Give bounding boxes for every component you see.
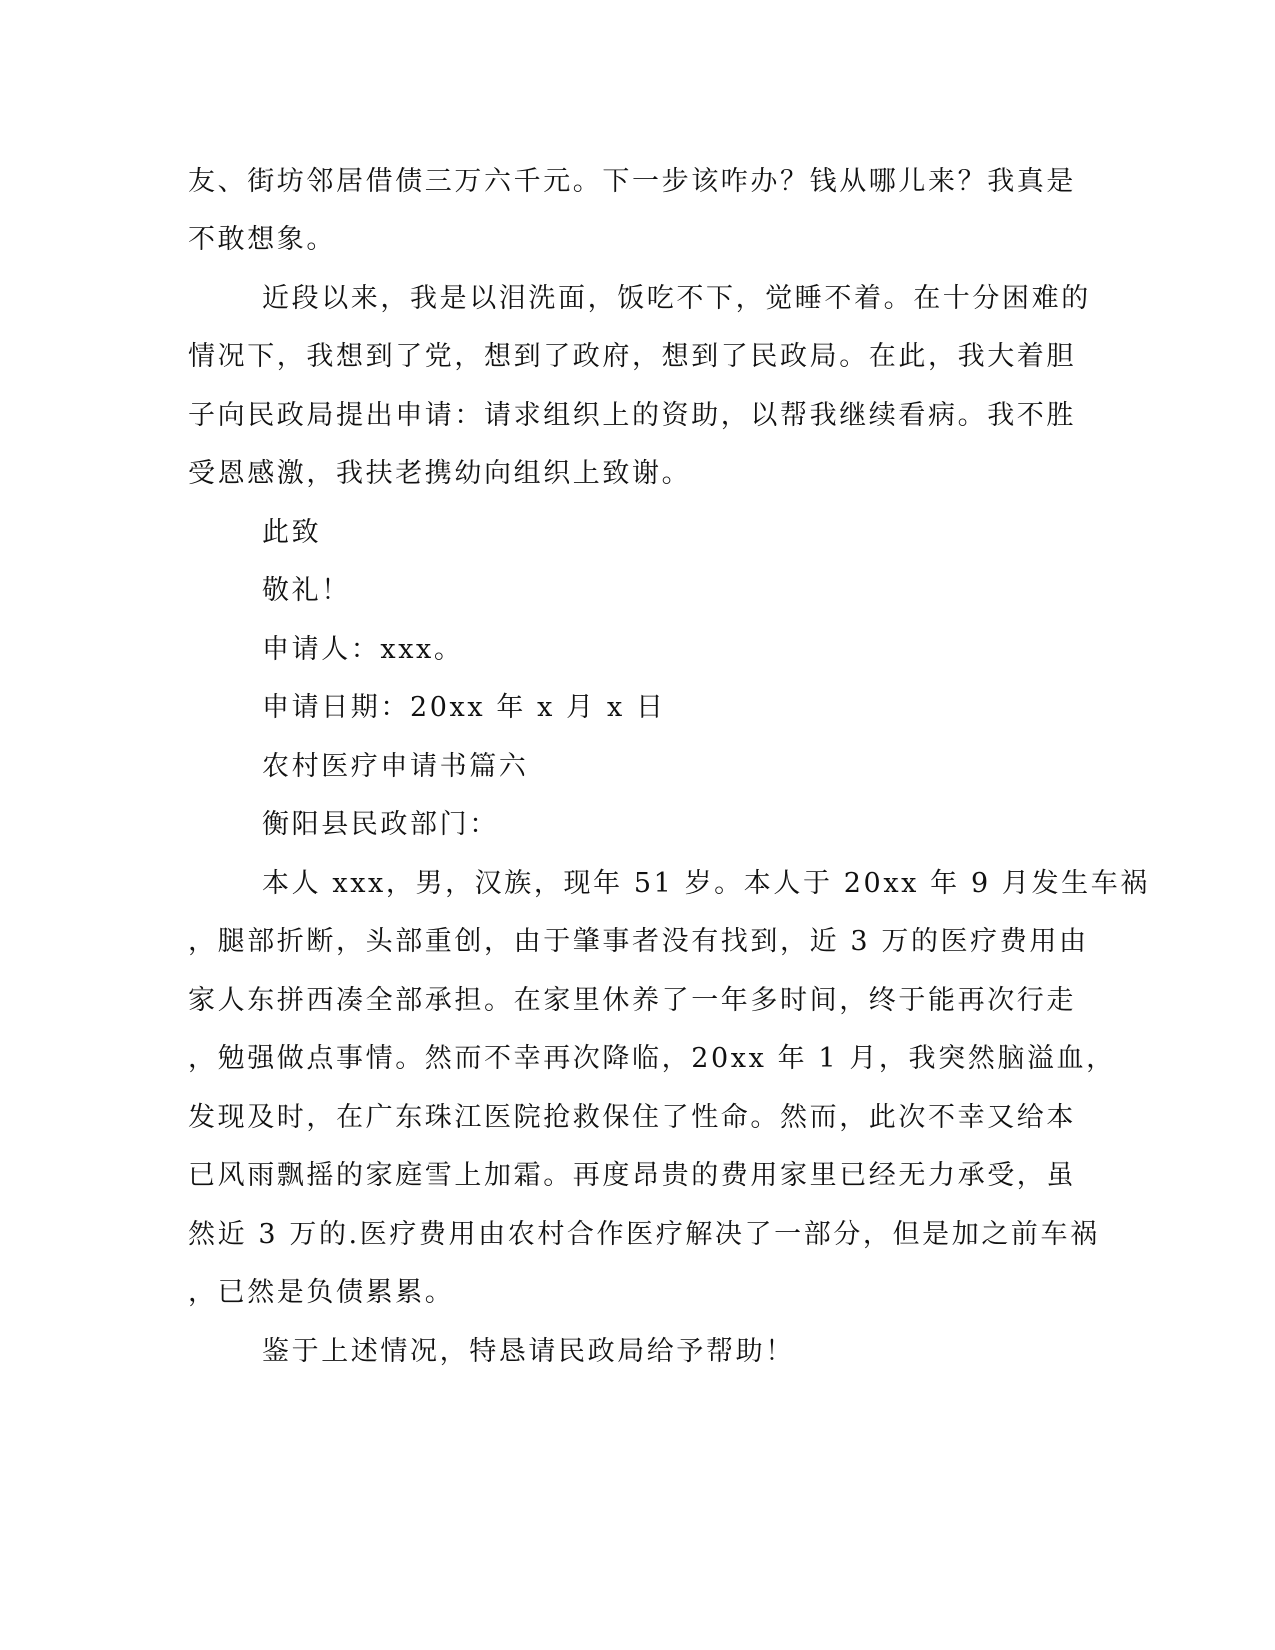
- paragraph-line: 不敢想象。: [188, 224, 336, 255]
- closing-regards: 敬礼！: [262, 575, 351, 606]
- paragraph-line: 近段以来，我是以泪洗面，饭吃不下，觉睡不着。在十分困难的: [262, 283, 1091, 314]
- paragraph-line: 本人 xxx，男，汉族，现年 51 岁。本人于 20xx 年 9 月发生车祸: [262, 868, 1150, 899]
- paragraph-line: 受恩感激，我扶老携幼向组织上致谢。: [188, 458, 692, 489]
- recipient: 衡阳县民政部门：: [262, 809, 499, 840]
- closing-salutation: 此致: [262, 517, 322, 548]
- applicant-name: 申请人：xxx。: [262, 634, 464, 665]
- section-title: 农村医疗申请书篇六: [262, 751, 529, 782]
- paragraph-line: ，已然是负债累累。: [188, 1277, 455, 1308]
- paragraph-line: 鉴于上述情况，特恳请民政局给予帮助！: [262, 1336, 795, 1367]
- paragraph-line: 情况下，我想到了党，想到了政府，想到了民政局。在此，我大着胆: [188, 341, 1076, 372]
- paragraph-line: 子向民政局提出申请：请求组织上的资助，以帮我继续看病。我不胜: [188, 400, 1076, 431]
- paragraph-line: 然近 3 万的.医疗费用由农村合作医疗解决了一部分，但是加之前车祸: [188, 1219, 1100, 1250]
- paragraph-line: 友、街坊邻居借债三万六千元。下一步该咋办？钱从哪儿来？我真是: [188, 166, 1076, 197]
- paragraph-line: ，勉强做点事情。然而不幸再次降临，20xx 年 1 月，我突然脑溢血，: [188, 1043, 1116, 1074]
- paragraph-line: ，腿部折断，头部重创，由于肇事者没有找到，近 3 万的医疗费用由: [188, 926, 1089, 957]
- paragraph-line: 家人东拼西凑全部承担。在家里休养了一年多时间，终于能再次行走: [188, 985, 1076, 1016]
- paragraph-line: 已风雨飘摇的家庭雪上加霜。再度昂贵的费用家里已经无力承受，虽: [188, 1160, 1076, 1191]
- application-date: 申请日期：20xx 年 x 月 x 日: [262, 692, 666, 723]
- paragraph-line: 发现及时，在广东珠江医院抢救保住了性命。然而，此次不幸又给本: [188, 1102, 1076, 1133]
